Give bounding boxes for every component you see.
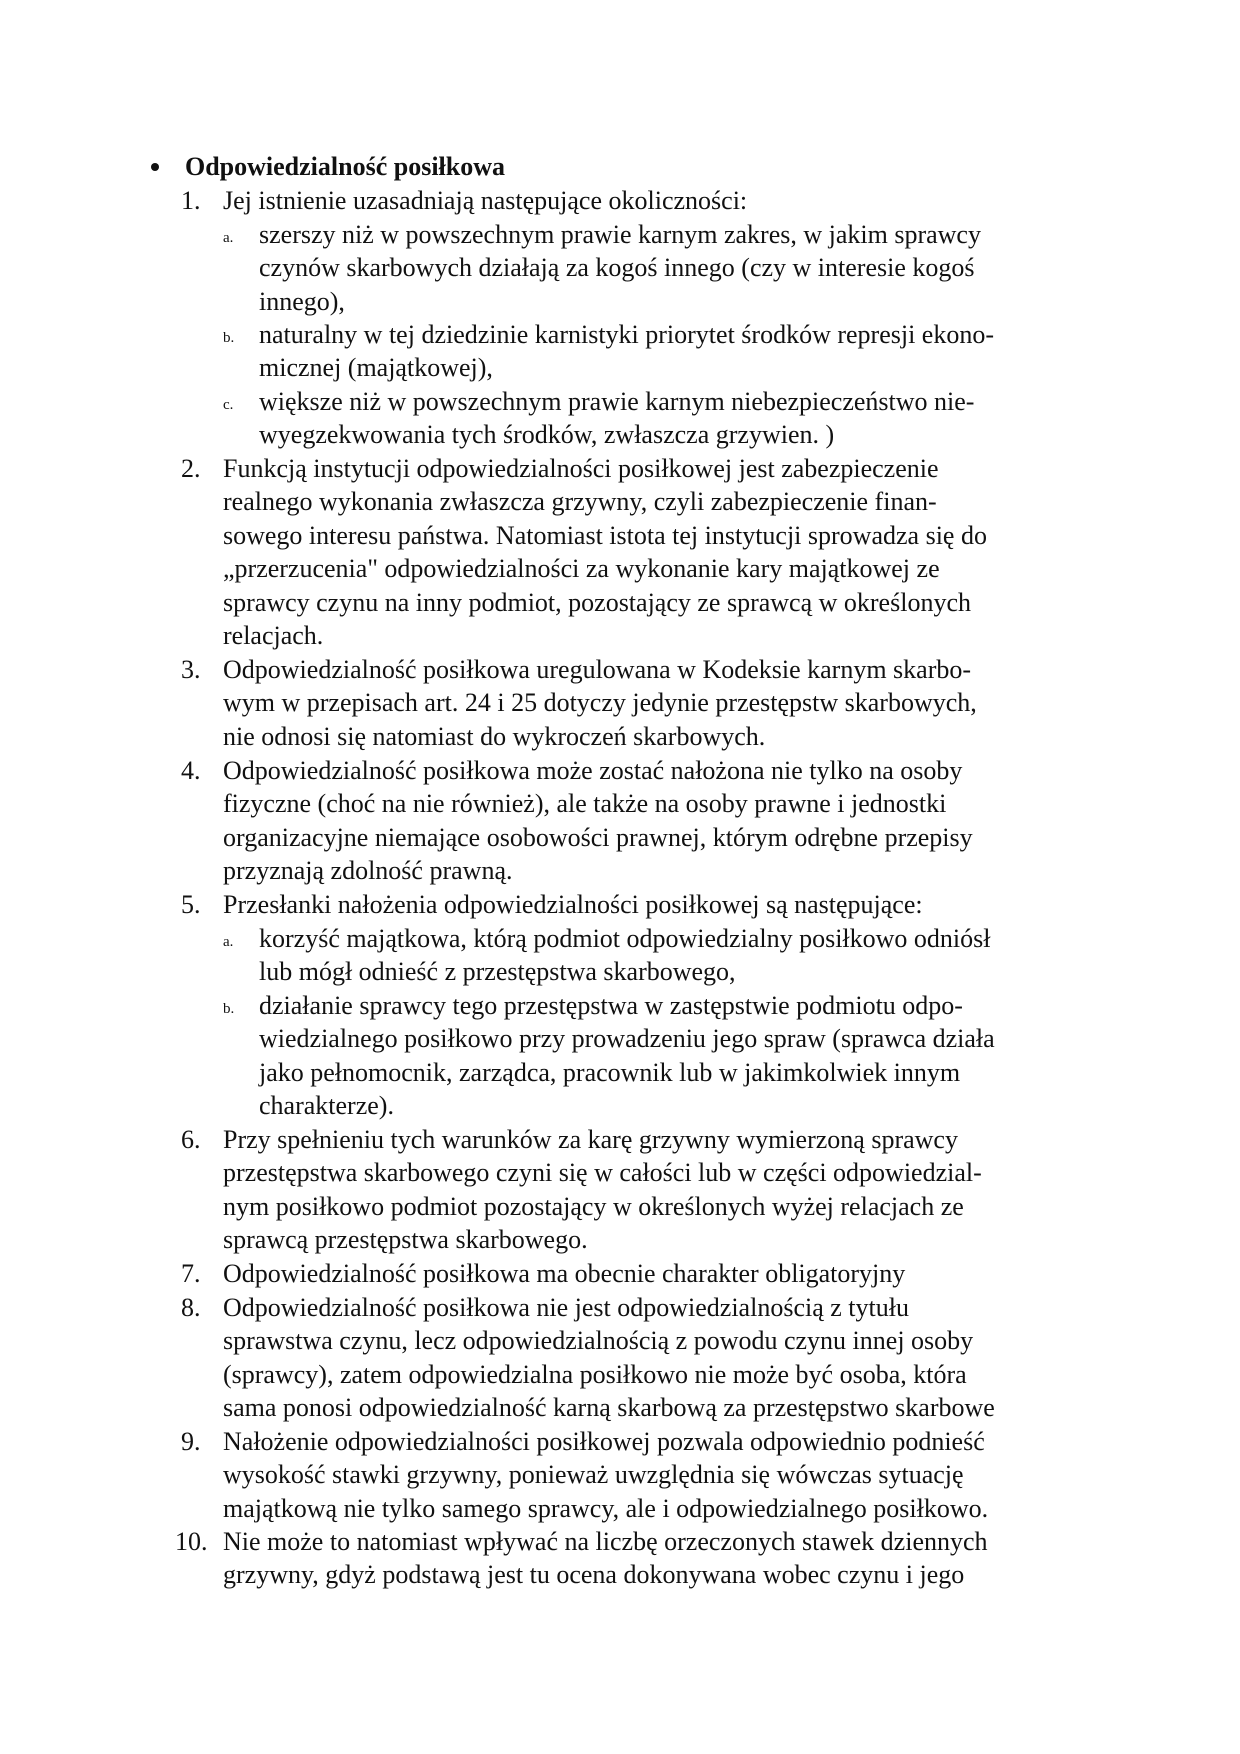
item-text: Odpowiedzialność posiłkowa uregulowana w Kodeksie karnym skarbo- wym w przepisach art. 24 i 25 dotyczy jedynie przestępstw skarbowych, nie odnosi się natomiast do wykroczeń skarbowych.: [223, 655, 977, 751]
sub-item-letter: c.: [223, 397, 234, 413]
item-number: 6.: [181, 1125, 201, 1154]
item-number: 3.: [181, 655, 201, 684]
sub-item-letter: a.: [223, 230, 234, 246]
item-number: 8.: [181, 1293, 201, 1322]
item-text: Przy spełnieniu tych warunków za karę grzywny wymierzoną sprawcy przestępstwa skarbowego czyni się w całości lub w części odpowiedzial- nym posiłkowo podmiot pozostający w określonych wyżej relacjach ze sprawcą przestępstwa skarbowego.: [223, 1125, 982, 1255]
item-number: 1.: [181, 186, 201, 215]
item-number: 4.: [181, 756, 201, 785]
sub-item-text: większe niż w powszechnym prawie karnym niebezpieczeństwo nie- wyegzekwowania tych środków, zwłaszcza grzywien. ): [259, 387, 975, 450]
item-number: 9.: [181, 1427, 201, 1456]
item-number: 7.: [181, 1259, 201, 1288]
item-text: Przesłanki nałożenia odpowiedzialności posiłkowej są następujące:: [223, 890, 923, 919]
sub-item-text: działanie sprawcy tego przestępstwa w zastępstwie podmiotu odpo- wiedzialnego posiłkowo przy prowadzeniu jego spraw (sprawca działa jako pełnomocnik, zarządca, pracownik lub w jakimkolwiek innym charakterze).: [259, 991, 995, 1121]
item-text: Funkcją instytucji odpowiedzialności posiłkowej jest zabezpieczenie realnego wykonania zwłaszcza grzywny, czyli zabezpieczenie finan- sowego interesu państwa. Natomiast istota tej instytucji sprowadza się do „przerzucenia" odpowiedzialności za wykonanie kary majątkowej ze sprawcy czynu na inny podmiot, pozostający ze sprawcą w określonych relacjach.: [223, 454, 987, 651]
sub-item-letter: b.: [223, 330, 235, 346]
sub-item-letter: b.: [223, 1001, 235, 1017]
item-text: Odpowiedzialność posiłkowa nie jest odpowiedzialnością z tytułu sprawstwa czynu, lecz odpowiedzialnością z powodu czynu innej osoby (sprawcy), zatem odpowiedzialna posiłkowo nie może być osoba, która sama ponosi odpowiedzialność karną skarbową za przestępstwo skarbowe: [223, 1293, 995, 1423]
sub-item-text: korzyść majątkowa, którą podmiot odpowiedzialny posiłkowo odniósł lub mógł odnieść z przestępstwa skarbowego,: [259, 924, 991, 987]
item-number: 5.: [181, 890, 201, 919]
item-number: 10.: [175, 1527, 208, 1556]
bullet-icon: [151, 163, 159, 171]
item-number: 2.: [181, 454, 201, 483]
item-text: Nie może to natomiast wpływać na liczbę orzeczonych stawek dziennych grzywny, gdyż podstawą jest tu ocena dokonywana wobec czynu i jego: [223, 1527, 988, 1590]
section-heading: Odpowiedzialność posiłkowa: [185, 152, 506, 181]
item-text: Jej istnienie uzasadniają następujące okoliczności:: [223, 186, 748, 215]
item-text: Nałożenie odpowiedzialności posiłkowej pozwala odpowiednio podnieść wysokość stawki grzywny, ponieważ uwzględnia się wówczas sytuację majątkową nie tylko samego sprawcy, ale i odpowiedzialnego posiłkowo.: [223, 1427, 989, 1523]
sub-item-letter: a.: [223, 934, 234, 950]
item-text: Odpowiedzialność posiłkowa ma obecnie charakter obligatoryjny: [223, 1259, 906, 1288]
sub-item-text: naturalny w tej dziedzinie karnistyki priorytet środków represji ekono- micznej (majątkowej),: [259, 320, 995, 383]
item-text: Odpowiedzialność posiłkowa może zostać nałożona nie tylko na osoby fizyczne (choć na nie również), ale także na osoby prawne i jednostki organizacyjne niemające osobowości prawnej, którym odrębne przepisy przyznają zdolność prawną.: [223, 756, 973, 886]
sub-item-text: szerszy niż w powszechnym prawie karnym zakres, w jakim sprawcy czynów skarbowych działają za kogoś innego (czy w interesie kogoś innego),: [259, 220, 981, 316]
